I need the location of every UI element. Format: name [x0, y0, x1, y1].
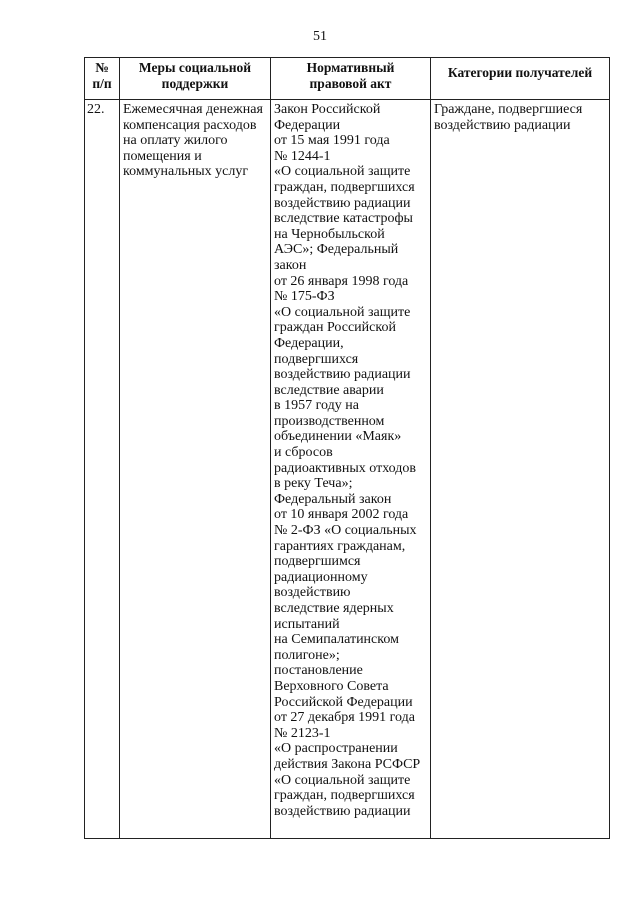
- header-line: Категории получателей: [447, 65, 593, 80]
- header-line: правовой акт: [309, 75, 392, 91]
- recipients-cell: [431, 100, 610, 839]
- legal-act-line: вследствие катастрофы: [274, 211, 413, 227]
- legal-act-line: от 15 мая 1991 года: [274, 133, 390, 149]
- legal-act-line: Верховного Совета: [274, 678, 389, 694]
- header-support-measures: [120, 58, 271, 100]
- legal-act-line: № 2123-1: [274, 725, 331, 741]
- measure-line: на оплату жилого: [123, 133, 228, 149]
- legal-act-line: воздействию радиации: [274, 803, 411, 819]
- recipients-line: Граждане, подвергшиеся: [434, 102, 583, 117]
- legal-act-line: Федерации: [274, 117, 341, 133]
- legal-act-line: полигоне»;: [274, 647, 340, 663]
- legal-act-line: Российской Федерации: [274, 694, 413, 710]
- legal-act-line: постановление: [274, 663, 363, 679]
- legal-act-line: «О социальной защите: [274, 164, 411, 180]
- legal-act-line: на Чернобыльской: [274, 226, 385, 242]
- header-line: №: [95, 60, 109, 75]
- legal-act-line: подвергшимся: [274, 554, 361, 570]
- legal-act-line: на Семипалатинском: [274, 632, 399, 648]
- legal-act-line: действия Закона РСФСР: [274, 756, 421, 772]
- legal-act-line: в 1957 году на: [274, 398, 359, 414]
- legal-act-cell: [271, 100, 431, 839]
- legal-act-line: закон: [274, 257, 307, 273]
- legal-act-line: производственном: [274, 413, 385, 429]
- header-recipient-categories: [431, 58, 610, 100]
- legal-act-line: воздействию: [274, 585, 351, 601]
- legal-act-line: в реку Теча»;: [274, 476, 353, 492]
- legal-act-line: гарантиях гражданам,: [274, 538, 406, 554]
- header-line: Меры социальной: [138, 60, 252, 75]
- legal-act-line: Федерации,: [274, 335, 344, 351]
- social-support-table: [84, 57, 610, 839]
- legal-act-line: «О социальной защите: [274, 772, 411, 788]
- page-number: 51: [313, 29, 327, 44]
- legal-act-line: от 27 декабря 1991 года: [274, 710, 415, 726]
- measure-line: Ежемесячная денежная: [123, 102, 263, 117]
- recipients-line: воздействию радиации: [434, 117, 571, 133]
- legal-act-line: № 175-ФЗ: [274, 289, 335, 305]
- legal-act-line: граждан, подвергшихся: [274, 788, 415, 804]
- legal-act-line: граждан Российской: [274, 320, 396, 336]
- legal-act-line: «О социальной защите: [274, 304, 411, 320]
- header-number: [85, 58, 120, 100]
- header-line: п/п: [92, 75, 112, 91]
- legal-act-line: от 10 января 2002 года: [274, 507, 409, 523]
- row-number: 22.: [85, 100, 120, 839]
- legal-act-line: подвергшихся: [274, 351, 359, 367]
- legal-act-line: вследствие аварии: [274, 382, 384, 398]
- legal-act-line: Федеральный закон: [274, 491, 392, 507]
- measure-line: помещения и: [123, 148, 202, 164]
- legal-act-line: № 1244-1: [274, 148, 331, 164]
- legal-act-line: от 26 января 1998 года: [274, 273, 409, 289]
- legal-act-line: «О распространении: [274, 741, 398, 757]
- legal-act-line: Закон Российской: [274, 102, 381, 117]
- legal-act-line: воздействию радиации: [274, 195, 411, 211]
- header-line: Нормативный: [306, 60, 395, 75]
- table-header-row: [85, 58, 610, 100]
- legal-act-line: радиоактивных отходов: [274, 460, 417, 476]
- legal-act-line: объединении «Маяк»: [274, 429, 402, 445]
- legal-act-line: вследствие ядерных: [274, 601, 394, 616]
- measure-line: компенсация расходов: [123, 117, 257, 133]
- support-measure-cell: [120, 100, 271, 839]
- legal-act-line: радиационному: [274, 569, 368, 585]
- header-line: поддержки: [161, 75, 229, 91]
- legal-act-line: АЭС»; Федеральный: [274, 242, 399, 258]
- legal-act-line: граждан, подвергшихся: [274, 179, 415, 195]
- legal-act-line: воздействию радиации: [274, 367, 411, 383]
- legal-act-line: и сбросов: [274, 445, 333, 461]
- legal-act-line: № 2-ФЗ «О социальных: [274, 523, 417, 539]
- legal-act-line: испытаний: [274, 616, 340, 632]
- table-row: [85, 100, 610, 839]
- header-legal-act: [271, 58, 431, 100]
- measure-line: коммунальных услуг: [123, 164, 249, 180]
